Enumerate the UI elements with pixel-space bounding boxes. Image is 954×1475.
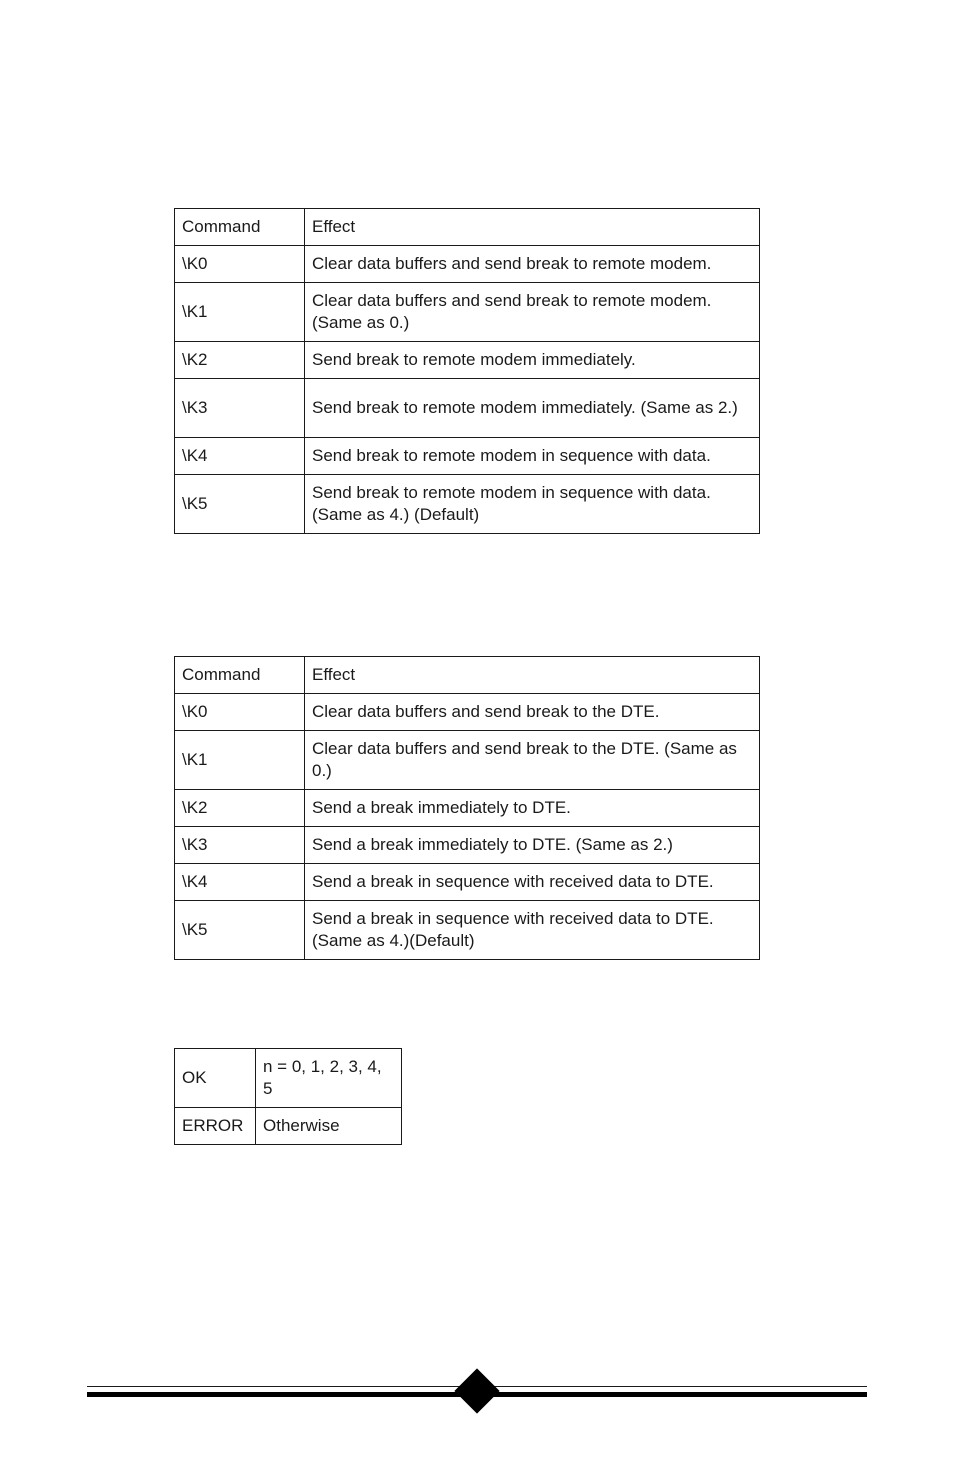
table-row	[175, 475, 760, 534]
table-row	[175, 901, 760, 960]
column-header-effect: Effect	[305, 209, 760, 246]
result-cell: ERROR	[175, 1108, 256, 1145]
table-row	[175, 864, 760, 901]
table-row	[175, 790, 760, 827]
command-cell: \K0	[175, 246, 305, 283]
result-code-table	[174, 1048, 402, 1145]
table-row	[175, 694, 760, 731]
table-row	[175, 342, 760, 379]
command-cell: \K2	[175, 342, 305, 379]
table-row	[175, 1049, 402, 1108]
effect-cell: Send a break in sequence with received data to DTE.	[305, 864, 760, 901]
condition-cell: n = 0, 1, 2, 3, 4, 5	[256, 1049, 402, 1108]
effect-cell: Clear data buffers and send break to remote modem.	[305, 246, 760, 283]
table-row	[175, 827, 760, 864]
command-cell: \K1	[175, 283, 305, 342]
command-cell: \K5	[175, 901, 305, 960]
table-row	[175, 246, 760, 283]
column-header-effect: Effect	[305, 657, 760, 694]
command-cell: \K0	[175, 694, 305, 731]
effect-cell: Send a break in sequence with received data to DTE. (Same as 4.)(Default)	[305, 901, 760, 960]
footer-diamond-icon	[454, 1368, 499, 1413]
command-cell: \K2	[175, 790, 305, 827]
effect-cell: Send break to remote modem immediately.	[305, 342, 760, 379]
effect-cell: Send break to remote modem immediately. (Same as 2.)	[305, 379, 760, 438]
table-row	[175, 731, 760, 790]
result-cell: OK	[175, 1049, 256, 1108]
effect-cell: Send break to remote modem in sequence with data. (Same as 4.) (Default)	[305, 475, 760, 534]
table-row	[175, 1108, 402, 1145]
table-header-row	[175, 209, 760, 246]
command-cell: \K4	[175, 864, 305, 901]
effect-cell: Clear data buffers and send break to the DTE. (Same as 0.)	[305, 731, 760, 790]
command-cell: \K1	[175, 731, 305, 790]
column-header-command: Command	[175, 209, 305, 246]
table-row	[175, 379, 760, 438]
command-cell: \K3	[175, 827, 305, 864]
table-row	[175, 283, 760, 342]
page-footer-rule	[87, 1381, 867, 1411]
remote-break-table	[174, 208, 760, 534]
effect-cell: Send break to remote modem in sequence with data.	[305, 438, 760, 475]
command-cell: \K4	[175, 438, 305, 475]
table-header-row	[175, 657, 760, 694]
condition-cell: Otherwise	[256, 1108, 402, 1145]
command-cell: \K3	[175, 379, 305, 438]
table-row	[175, 438, 760, 475]
effect-cell: Clear data buffers and send break to remote modem. (Same as 0.)	[305, 283, 760, 342]
effect-cell: Send a break immediately to DTE. (Same as 2.)	[305, 827, 760, 864]
command-cell: \K5	[175, 475, 305, 534]
effect-cell: Clear data buffers and send break to the DTE.	[305, 694, 760, 731]
effect-cell: Send a break immediately to DTE.	[305, 790, 760, 827]
column-header-command: Command	[175, 657, 305, 694]
dte-break-table	[174, 656, 760, 960]
